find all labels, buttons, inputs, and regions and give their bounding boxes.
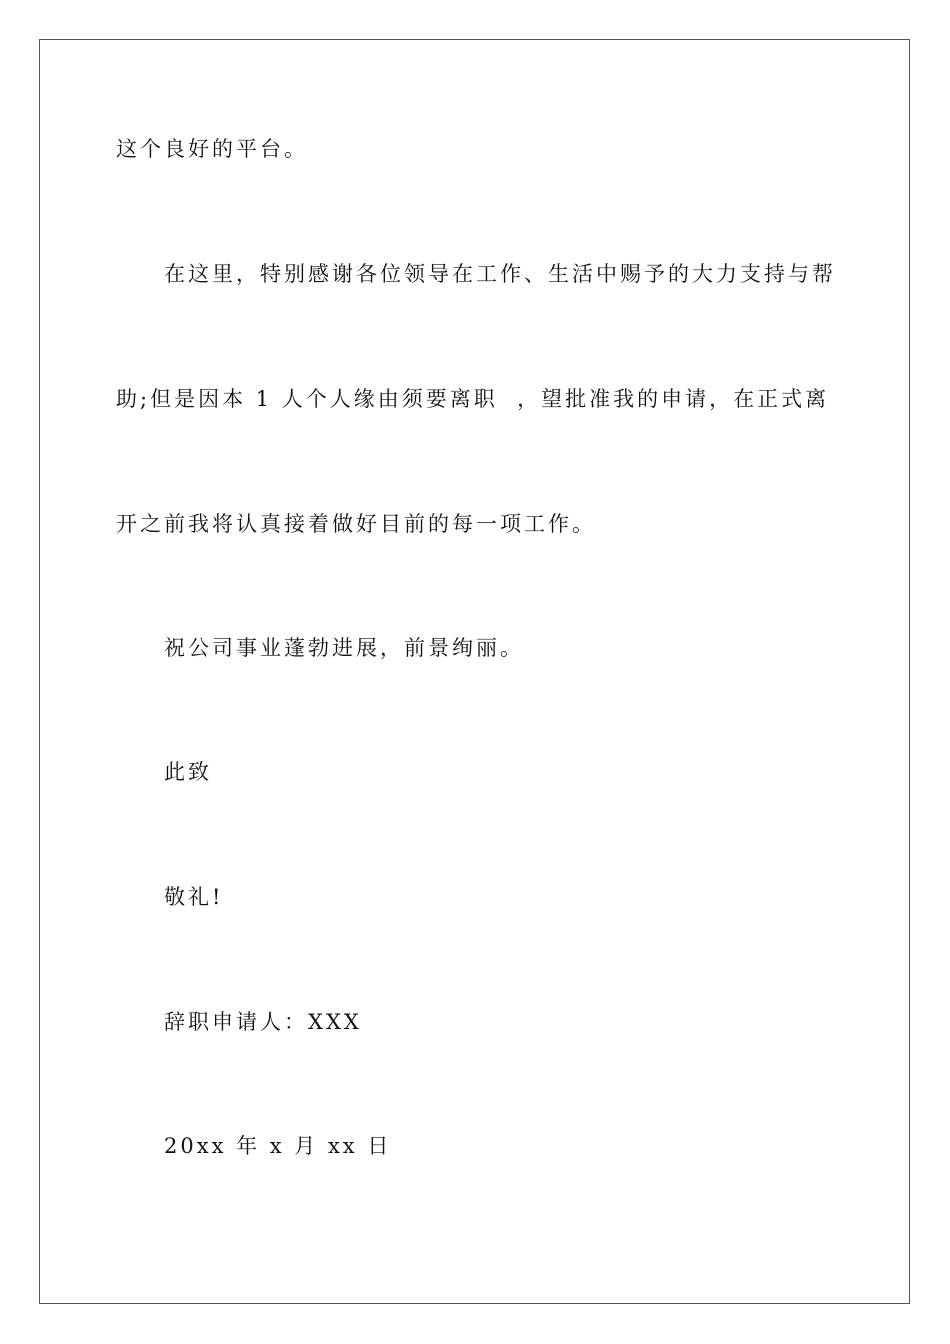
page-frame [39,39,910,1304]
letter-line-resignation-reason: 助;但是因本 1 人个人缘由须要离职 ，望批准我的申请，在正式离 [116,387,830,411]
letter-line-thanks: 在这里，特别感谢各位领导在工作、生活中赐予的大力支持与帮 [164,262,836,286]
letter-closing-cizhi: 此致 [164,760,212,784]
letter-date: 20xx 年 x 月 xx 日 [164,1134,392,1158]
letter-signature: 辞职申请人：XXX [164,1010,362,1034]
letter-line-platform: 这个良好的平台。 [116,137,308,161]
letter-closing-jingli: 敬礼! [164,885,224,909]
letter-line-commitment: 开之前我将认真接着做好目前的每一项工作。 [116,512,596,536]
letter-line-wishes: 祝公司事业蓬勃进展，前景绚丽。 [164,636,524,660]
